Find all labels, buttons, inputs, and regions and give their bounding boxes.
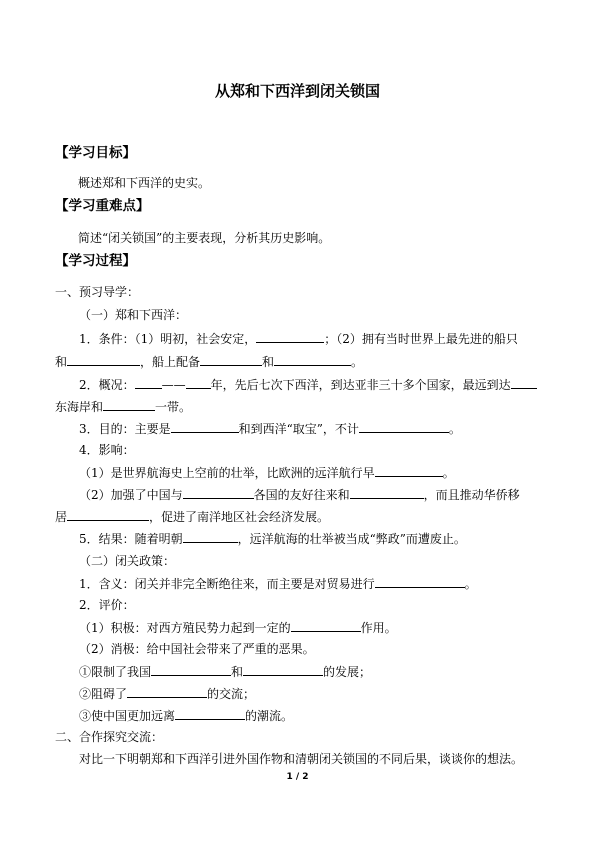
discussion-prompt: 对比一下明朝郑和下西洋引进外国作物和清朝闭关锁国的不同后果，谈谈你的想法。 [79, 752, 524, 766]
text-segment: 和 [231, 665, 244, 679]
fill-blank[interactable] [243, 663, 323, 676]
section-heading-key: 【学习重难点】 [55, 198, 150, 214]
goal-text: 概述郑和下西洋的史实。 [78, 176, 211, 190]
subsection-heading-zhenghe: （一）郑和下西洋： [79, 308, 188, 322]
text-segment: ，而且推动华侨移 [423, 488, 520, 502]
text-segment: 东海岸和 [55, 400, 104, 414]
fill-blank[interactable] [375, 464, 443, 477]
item-evaluation: 2．评价： [79, 598, 135, 612]
text-segment: 的发展； [323, 665, 372, 679]
text-segment: （1）积极：对西方殖民势力起到一定的 [79, 621, 291, 635]
fill-blank[interactable] [183, 486, 254, 499]
negative-point-1 [79, 663, 371, 680]
text-segment: 1．条件：（1）明初，社会安定， [79, 332, 257, 346]
influence-point-1 [79, 464, 455, 481]
key-text: 简述“闭关锁国”的主要表现，分析其历史影响。 [78, 231, 331, 245]
text-segment: ③使中国更加远离 [79, 709, 176, 723]
page-number: 1 / 2 [286, 772, 309, 782]
text-segment: 3．目的：主要是 [79, 422, 171, 436]
fill-blank[interactable] [511, 376, 537, 389]
item-result [79, 530, 466, 547]
fill-blank[interactable] [103, 398, 155, 411]
fill-blank[interactable] [67, 508, 149, 521]
text-segment: 1．含义：闭关并非完全断绝往来，而主要是对贸易进行 [79, 577, 375, 591]
fill-blank[interactable] [135, 376, 162, 389]
text-segment: —— [161, 378, 186, 392]
part-one-heading: 一、预习导学： [55, 285, 140, 299]
text-segment: （2）加强了中国与 [79, 488, 183, 502]
text-segment: ②阻碍了 [79, 687, 128, 701]
fill-blank[interactable] [375, 575, 465, 588]
text-segment: 居 [55, 510, 68, 524]
section-heading-process: 【学习过程】 [55, 253, 136, 269]
fill-blank[interactable] [175, 707, 245, 720]
text-segment: 和到西洋“取宝”，不计 [238, 422, 359, 436]
text-segment: 作用。 [360, 621, 397, 635]
fill-blank[interactable] [186, 376, 211, 389]
text-segment: 的交流； [207, 687, 256, 701]
fill-blank[interactable] [274, 353, 351, 366]
text-segment: 。 [464, 577, 477, 591]
text-segment: 5．结果：随着明朝 [79, 532, 183, 546]
fill-blank[interactable] [200, 353, 262, 366]
negative-point-2 [79, 685, 255, 702]
text-segment: 年，先后七次下西洋，到达亚非三十多个国家，最远到达 [210, 378, 511, 392]
fill-blank[interactable] [256, 330, 324, 343]
part-two-heading: 二、合作探究交流： [55, 730, 164, 744]
item-overview-line2 [55, 398, 191, 415]
text-segment: 和 [262, 355, 275, 369]
item-overview-line1 [79, 376, 537, 393]
fill-blank[interactable] [350, 486, 424, 499]
fill-blank[interactable] [359, 420, 449, 433]
fill-blank[interactable] [67, 353, 140, 366]
fill-blank[interactable] [151, 663, 231, 676]
fill-blank[interactable] [291, 619, 361, 632]
subsection-heading-closed-door: （二）闭关政策： [79, 554, 176, 568]
evaluation-positive [79, 619, 397, 636]
text-segment: ，船上配备 [140, 355, 201, 369]
influence-point-2-line1 [79, 486, 520, 503]
text-segment: 一带。 [155, 400, 192, 414]
item-meaning [79, 575, 477, 592]
text-segment: 各国的友好往来和 [253, 488, 350, 502]
text-segment: 和 [55, 355, 68, 369]
influence-point-2-line2 [55, 508, 329, 525]
text-segment: ①限制了我国 [79, 665, 152, 679]
fill-blank[interactable] [171, 420, 239, 433]
text-segment: （1）是世界航海史上空前的壮举，比欧洲的远洋航行早 [79, 466, 375, 480]
text-segment: 。 [448, 422, 461, 436]
text-segment: 的潮流。 [245, 709, 294, 723]
document-title: 从郑和下西洋到闭关锁国 [214, 82, 380, 100]
text-segment: 。 [442, 466, 455, 480]
text-segment: 2．概况： [79, 378, 135, 392]
item-conditions-line1 [79, 330, 518, 347]
evaluation-negative: （2）消极：给中国社会带来了严重的恶果。 [79, 642, 315, 656]
text-segment: ；（2）拥有当时世界上最先进的船只 [324, 332, 518, 346]
item-purpose [79, 420, 461, 437]
fill-blank[interactable] [183, 530, 238, 543]
text-segment: ，促进了南洋地区社会经济发展。 [149, 510, 330, 524]
text-segment: 。 [351, 355, 364, 369]
item-influence: 4．影响： [79, 443, 135, 457]
section-heading-goal: 【学习目标】 [55, 145, 136, 161]
text-segment: ，远洋航海的壮举被当成“弊政”而遭废止。 [237, 532, 466, 546]
fill-blank[interactable] [127, 685, 207, 698]
item-conditions-line2 [55, 353, 363, 370]
negative-point-3 [79, 707, 293, 724]
